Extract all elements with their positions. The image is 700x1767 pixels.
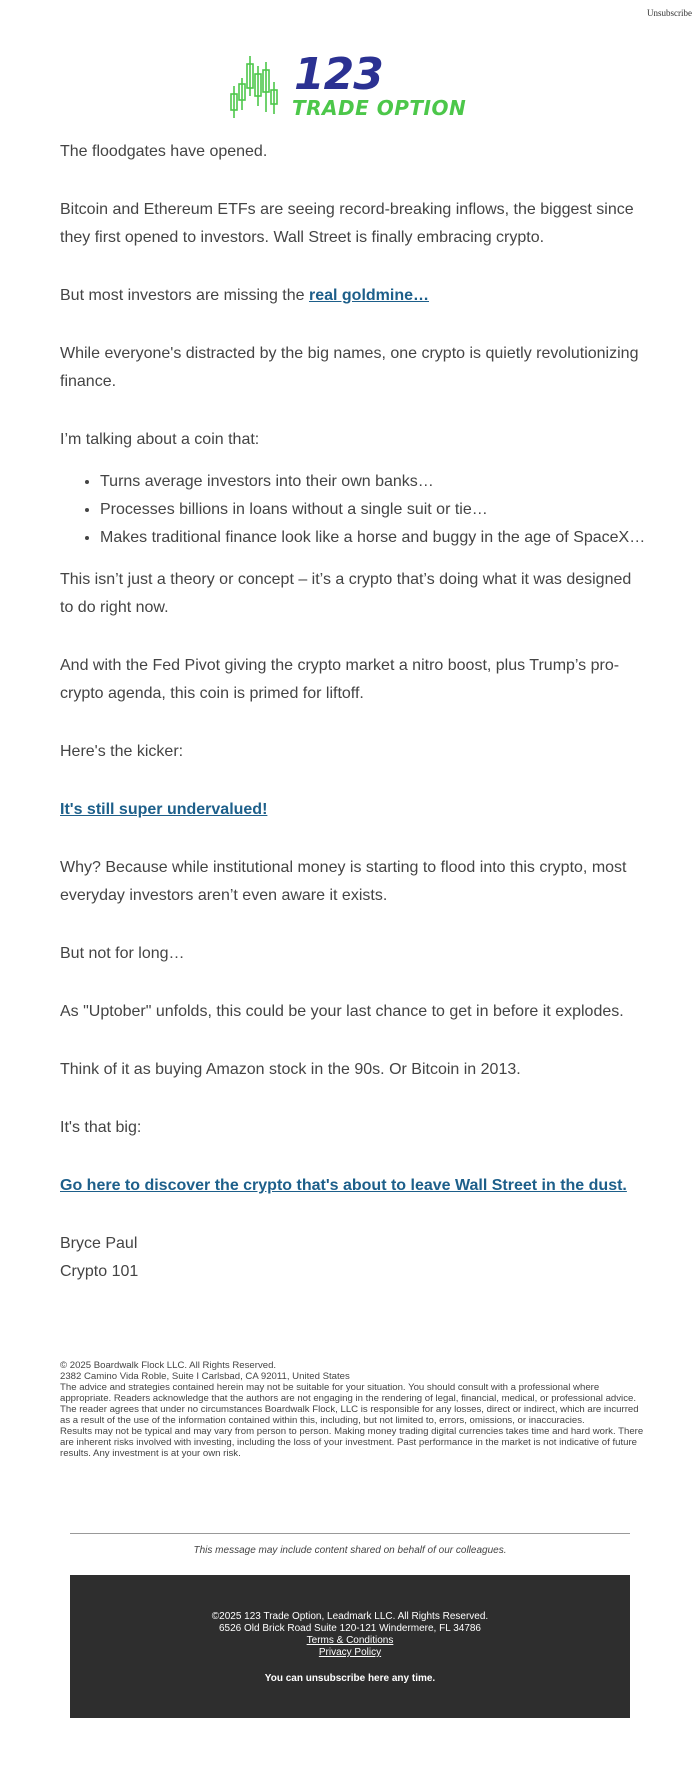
- legal-disclaimer: Results may not be typical and may vary from person to person. Making money trading digital currencies takes time and hard work. There are inherent risks involved with investing, including the loss of your investment. Past performance in the market is not indicative of future results. Any investment is at your own risk.: [60, 1426, 644, 1459]
- paragraph: And with the Fed Pivot giving the crypto market a nitro boost, plus Trump’s pro-crypto agenda, this coin is primed for liftoff.: [60, 657, 620, 702]
- paragraph: [60, 1172, 646, 1200]
- paragraph: The floodgates have opened.: [60, 143, 268, 160]
- signature-name: Bryce Paul: [60, 1235, 138, 1252]
- legal-copyright: © 2025 Boardwalk Flock LLC. All Rights Reserved.: [60, 1360, 277, 1371]
- dark-footer: [70, 1575, 630, 1718]
- bullet-list: [60, 468, 646, 552]
- signature-org: Crypto 101: [60, 1263, 139, 1280]
- undervalued-link[interactable]: It's still super undervalued!: [60, 801, 268, 818]
- list-item: • Makes traditional finance look like a horse and buggy in the age of SpaceX…: [100, 524, 646, 552]
- paragraph: Bitcoin and Ethereum ETFs are seeing record-breaking inflows, the biggest since they first opened to investors. Wall Street is finally embracing crypto.: [60, 201, 634, 246]
- logo-subtitle: TRADE OPTION: [292, 96, 467, 120]
- paragraph: Here's the kicker:: [60, 743, 184, 760]
- paragraph: While everyone's distracted by the big names, one crypto is quietly revolutionizing finance.: [60, 345, 639, 390]
- unsubscribe-link-top[interactable]: Unsubscribe: [647, 8, 692, 18]
- colleagues-note: This message may include content shared on behalf of our colleagues.: [193, 1545, 507, 1556]
- paragraph: But not for long…: [60, 945, 185, 962]
- list-item: • Turns average investors into their own banks…: [100, 468, 646, 496]
- paragraph: [60, 796, 646, 824]
- privacy-link[interactable]: Privacy Policy: [318, 1647, 382, 1658]
- discover-crypto-link[interactable]: Go here to discover the crypto that's about to leave Wall Street in the dust.: [60, 1177, 627, 1194]
- legal-address: 2382 Camino Vida Roble, Suite I Carlsbad, CA 92011, United States: [60, 1371, 350, 1382]
- paragraph: [60, 282, 646, 310]
- paragraph: It's that big:: [60, 1119, 142, 1136]
- paragraph: This isn’t just a theory or concept – it’s a crypto that’s doing what it was designed to do right now.: [60, 571, 632, 616]
- candlestick-chart-icon: [228, 56, 294, 122]
- unsubscribe-link-footer[interactable]: You can unsubscribe here any time.: [264, 1673, 436, 1684]
- paragraph-text: But most investors are missing the: [60, 287, 309, 304]
- terms-link[interactable]: Terms & Conditions: [306, 1635, 394, 1646]
- real-goldmine-link[interactable]: real goldmine…: [308, 287, 430, 304]
- paragraph: Why? Because while institutional money is starting to flood into this crypto, most everyday investors aren’t even aware it exists.: [60, 859, 627, 904]
- legal-disclaimer: The advice and strategies contained herein may not be suitable for your situation. You should consult with a professional where appropriate. Readers acknowledge that the authors are not engaging in the rendering of legal, financial, medical, or professional advice. The reader agrees that under no circumstances Boardwalk Flock, LLC is responsible for any losses, direct or indirect, which are incurred as a result of the use of the information contained within this, including, but not limited to, errors, omissions, or inaccuracies.: [60, 1382, 639, 1426]
- logo-number: 123: [294, 49, 383, 100]
- email-body: [60, 138, 646, 1286]
- list-item: • Processes billions in loans without a single suit or tie…: [100, 496, 646, 524]
- divider: [70, 1533, 630, 1534]
- footer-copyright: ©2025 123 Trade Option, Leadmark LLC. All Rights Reserved.: [211, 1611, 489, 1622]
- brand-logo: [228, 49, 478, 122]
- paragraph: I’m talking about a coin that:: [60, 431, 260, 448]
- paragraph: Think of it as buying Amazon stock in the 90s. Or Bitcoin in 2013.: [60, 1061, 521, 1078]
- footer-address: 6526 Old Brick Road Suite 120-121 Windermere, FL 34786: [219, 1623, 481, 1634]
- paragraph: As "Uptober" unfolds, this could be your last chance to get in before it explodes.: [60, 1003, 624, 1020]
- legal-footer: [60, 1360, 646, 1459]
